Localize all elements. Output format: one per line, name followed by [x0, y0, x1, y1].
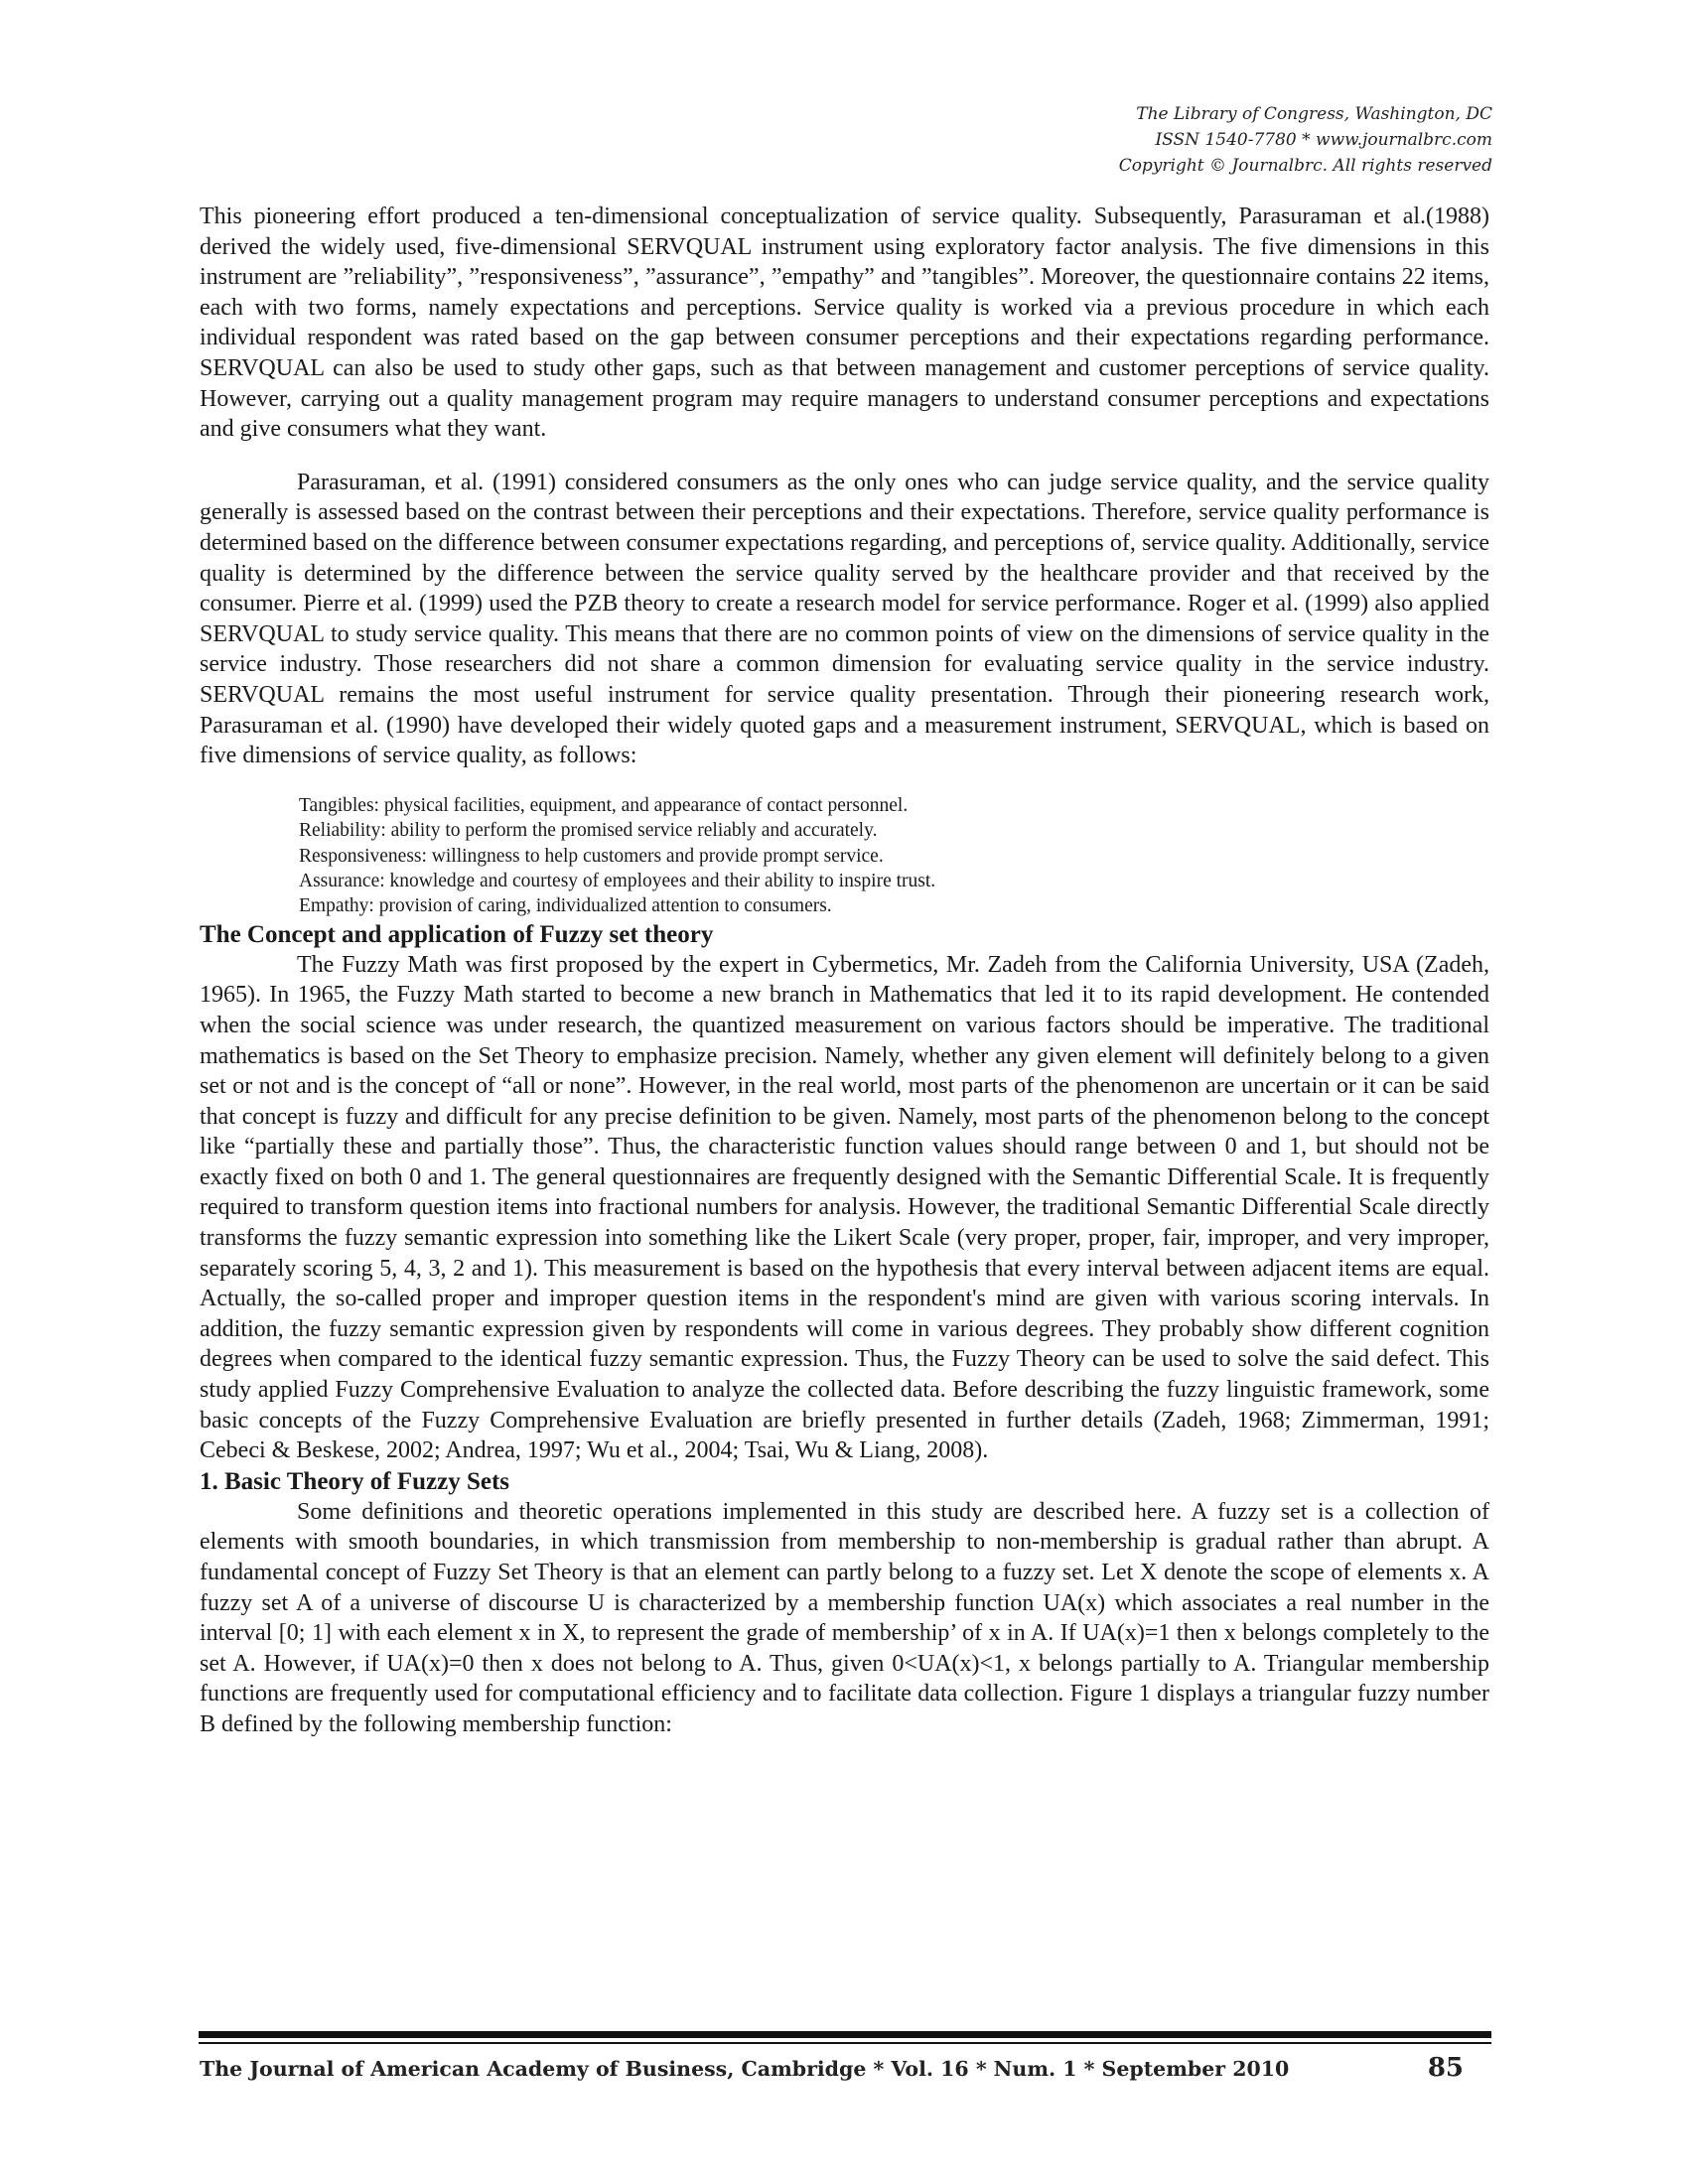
paragraph-fuzzy-sets: Some definitions and theoretic operations implemented in this study are described here. A fuzzy set is a collection of elements with smooth boundaries, in which transmission from membership to non-membership is gradual rather than abrupt. A fundamental concept of Fuzzy Set Theory is that an element can partly belong to a fuzzy set. Let X denote the scope of elements x. A fuzzy set A of a universe of discourse U is characterized by a membership function UA(x) which associates a real number in the interval [0; 1] with each element x in X, to represent the grade of membership’ of x in A. If UA(x)=1 then x belongs completely to the set A. However, if UA(x)=0 then x does not belong to A. Thus, given 0<UA(x)<1, x belongs partially to A. Triangular membership functions are frequently used for computational efficiency and to facilitate data collection. Figure 1 displays a triangular fuzzy number B defined by the following membership function:: [200, 1498, 1489, 1737]
paragraph-service-quality: Parasuraman, et al. (1991) considered consumers as the only ones who can judge service quality, and the service quality generally is assessed based on the contrast between their perceptions and their expectations. Therefore, service quality performance is determined based on the difference between consumer expectations regarding, and perceptions of, service quality. Additionally, service quality is determined by the difference between the service quality served by the healthcare provider and that received by the consumer. Pierre et al. (1999) used the PZB theory to create a research model for service performance. Roger et al. (1999) also applied SERVQUAL to study service quality. This means that there are no common points of view on the dimensions of service quality in the service industry. Those researchers did not share a common dimension for evaluating service quality in the service industry. SERVQUAL remains the most useful instrument for service quality presentation. Through their pioneering research work, Parasuraman et al. (1990) have developed their widely quoted gaps and a measurement instrument, SERVQUAL, which is based on five dimensions of service quality, as follows:: [200, 469, 1489, 769]
dimension-item: Responsiveness: willingness to help customers and provide prompt service.: [299, 845, 884, 867]
header-copyright: Copyright © Journalbrc. All rights reserved: [1118, 156, 1492, 176]
footer-rule-thin: [199, 2042, 1491, 2044]
section-heading-fuzzy-concept: The Concept and application of Fuzzy set theory: [200, 920, 714, 948]
paragraph-fuzzy-math: The Fuzzy Math was first proposed by the expert in Cybermetics, Mr. Zadeh from the California University, USA (Zadeh, 1965). In 1965, the Fuzzy Math started to become a new branch in Mathematics that led it to its rapid development. He contended when the social science was under research, the quantized measurement on various factors should be imperative. The traditional mathematics is based on the Set Theory to emphasize precision. Namely, whether any given element will definitely belong to a given set or not and is the concept of “all or none”. However, in the real world, most parts of the phenomenon are uncertain or it can be said that concept is fuzzy and difficult for any precise definition to be given. Namely, most parts of the phenomenon belong to the concept like “partially these and partially those”. Thus, the characteristic function values should range between 0 and 1, but should not be exactly fixed on both 0 and 1. The general questionnaires are frequently designed with the Semantic Differential Scale. It is frequently required to transform question items into fractional numbers for analysis. However, the traditional Semantic Differential Scale directly transforms the fuzzy semantic expression into something like the Likert Scale (very proper, proper, fair, improper, and very improper, separately scoring 5, 4, 3, 2 and 1). This measurement is based on the hypothesis that every interval between adjacent items are equal. Actually, the so-called proper and improper question items in the respondent's mind are given with various scoring intervals. In addition, the fuzzy semantic expression given by respondents will come in various degrees. They probably show different cognition degrees when compared to the identical fuzzy semantic expression. Thus, the Fuzzy Theory can be used to solve the said defect. This study applied Fuzzy Comprehensive Evaluation to analyze the collected data. Before describing the fuzzy linguistic framework, some basic concepts of the Fuzzy Comprehensive Evaluation are briefly presented in further details (Zadeh, 1968; Zimmerman, 1991; Cebeci & Beskese, 2002; Andrea, 1997; Wu et al., 2004; Tsai, Wu & Liang, 2008).: [200, 951, 1489, 1464]
footer-rule-thick: [199, 2031, 1491, 2038]
dimension-item: Empathy: provision of caring, individualized attention to consumers.: [299, 895, 832, 917]
running-header: [797, 101, 1492, 179]
footer-journal-citation: The Journal of American Academy of Business, Cambridge * Vol. 16 * Num. 1 * September 2010: [200, 2057, 1290, 2081]
section-heading-basic-theory: 1. Basic Theory of Fuzzy Sets: [200, 1467, 510, 1495]
dimension-item: Assurance: knowledge and courtesy of employees and their ability to inspire trust.: [299, 870, 936, 891]
dimension-item: Tangibles: physical facilities, equipment, and appearance of contact personnel.: [299, 794, 909, 816]
servqual-dimensions-list: [299, 793, 1489, 919]
header-publisher: The Library of Congress, Washington, DC: [1136, 104, 1492, 124]
article-body: [200, 202, 1489, 1740]
running-footer: [200, 2053, 1491, 2087]
page-number: 85: [1427, 2053, 1464, 2083]
header-issn: ISSN 1540-7780 * www.journalbrc.com: [1155, 130, 1492, 150]
paragraph-servqual-intro: This pioneering effort produced a ten-dimensional conceptualization of service quality. Subsequently, Parasuraman et al.(1988) derived the widely used, five-dimensional SERVQUAL instrument using exploratory factor analysis. The five dimensions in this instrument are ”reliability”, ”responsiveness”, ”assurance”, ”empathy” and ”tangibles”. Moreover, the questionnaire contains 22 items, each with two forms, namely expectations and perceptions. Service quality is worked via a previous procedure in which each individual respondent was rated based on the gap between consumer perceptions and their expectations regarding performance. SERVQUAL can also be used to study other gaps, such as that between management and customer perceptions of service quality. However, carrying out a quality management program may require managers to understand consumer perceptions and expectations and give consumers what they want.: [200, 204, 1489, 443]
dimension-item: Reliability: ability to perform the promised service reliably and accurately.: [299, 820, 878, 842]
